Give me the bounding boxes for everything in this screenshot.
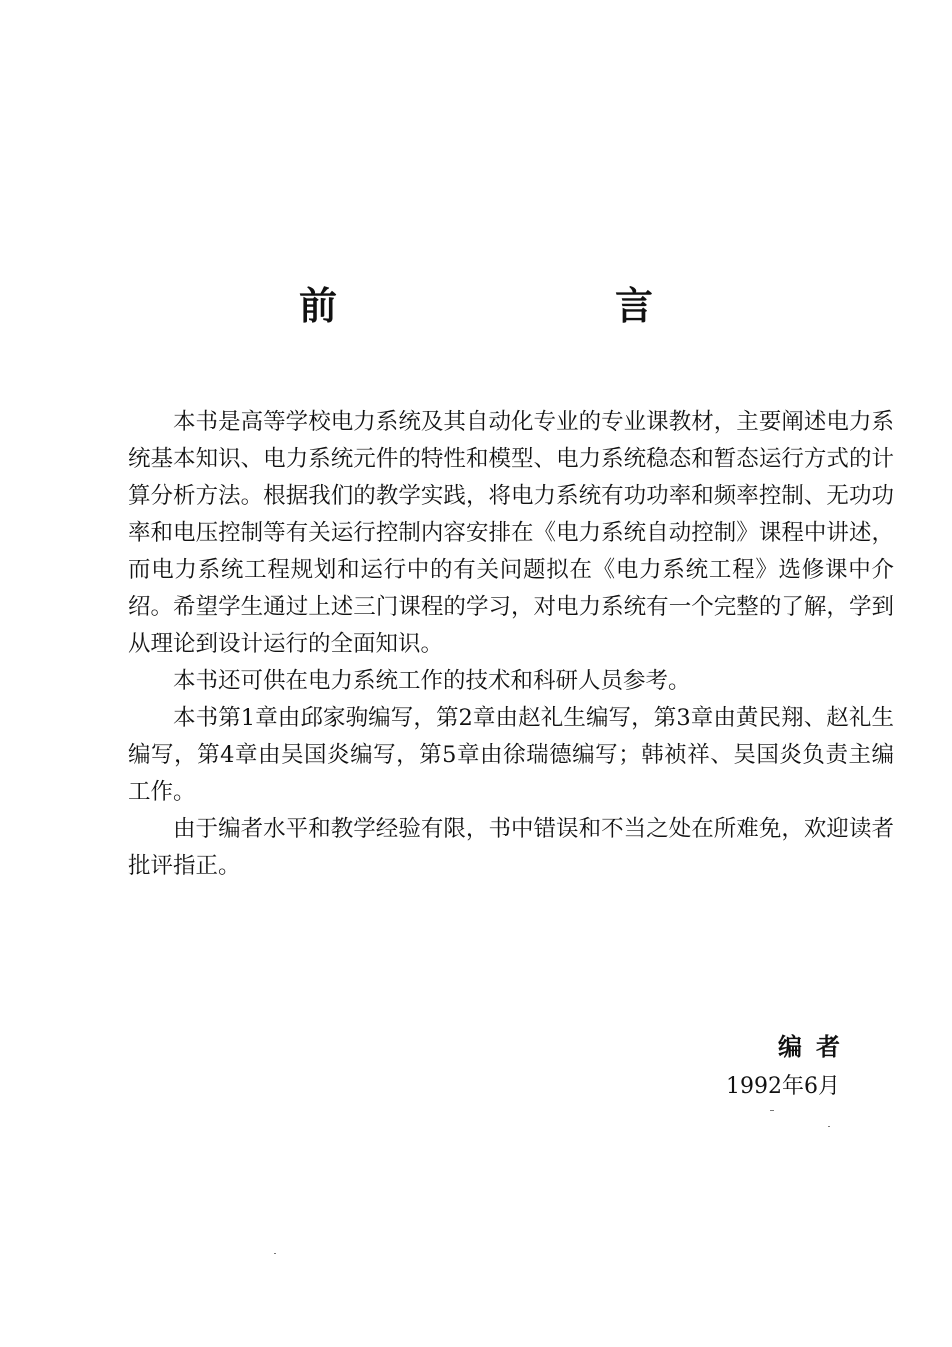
signature-block xyxy=(640,1028,854,1106)
page-title: 前 言 xyxy=(298,284,773,328)
scan-speck xyxy=(828,1126,830,1127)
signature-author: 编者 xyxy=(778,1033,854,1061)
scan-speck xyxy=(770,1110,774,1111)
paragraph-audience: 本书还可供在电力系统工作的技术和科研人员参考。 xyxy=(173,668,691,694)
paragraph-authors: 本书第1章由邱家驹编写，第2章由赵礼生编写，第3章由黄民翔、赵礼生编写，第4章由吴国炎编写，第5章由徐瑞德编写；韩祯祥、吴国炎负责主编工作。 xyxy=(128,705,894,805)
preface-body xyxy=(128,404,894,885)
scan-speck xyxy=(274,1253,276,1254)
paragraph-intro: 本书是高等学校电力系统及其自动化专业的专业课教材，主要阐述电力系统基本知识、电力系统元件的特性和模型、电力系统稳态和暂态运行方式的计算分析方法。根据我们的教学实践，将电力系统有功功率和频率控制、无功功率和电压控制等有关运行控制内容安排在《电力系统自动控制》课程中讲述，而电力系统工程规划和运行中的有关问题拟在《电力系统工程》选修课中介绍。希望学生通过上述三门课程的学习，对电力系统有一个完整的了解，学到从理论到设计运行的全面知识。 xyxy=(128,409,894,657)
signature-date: 1992年6月 xyxy=(726,1074,840,1099)
paragraph-closing: 由于编者水平和教学经验有限，书中错误和不当之处在所难免，欢迎读者批评指正。 xyxy=(128,816,894,879)
